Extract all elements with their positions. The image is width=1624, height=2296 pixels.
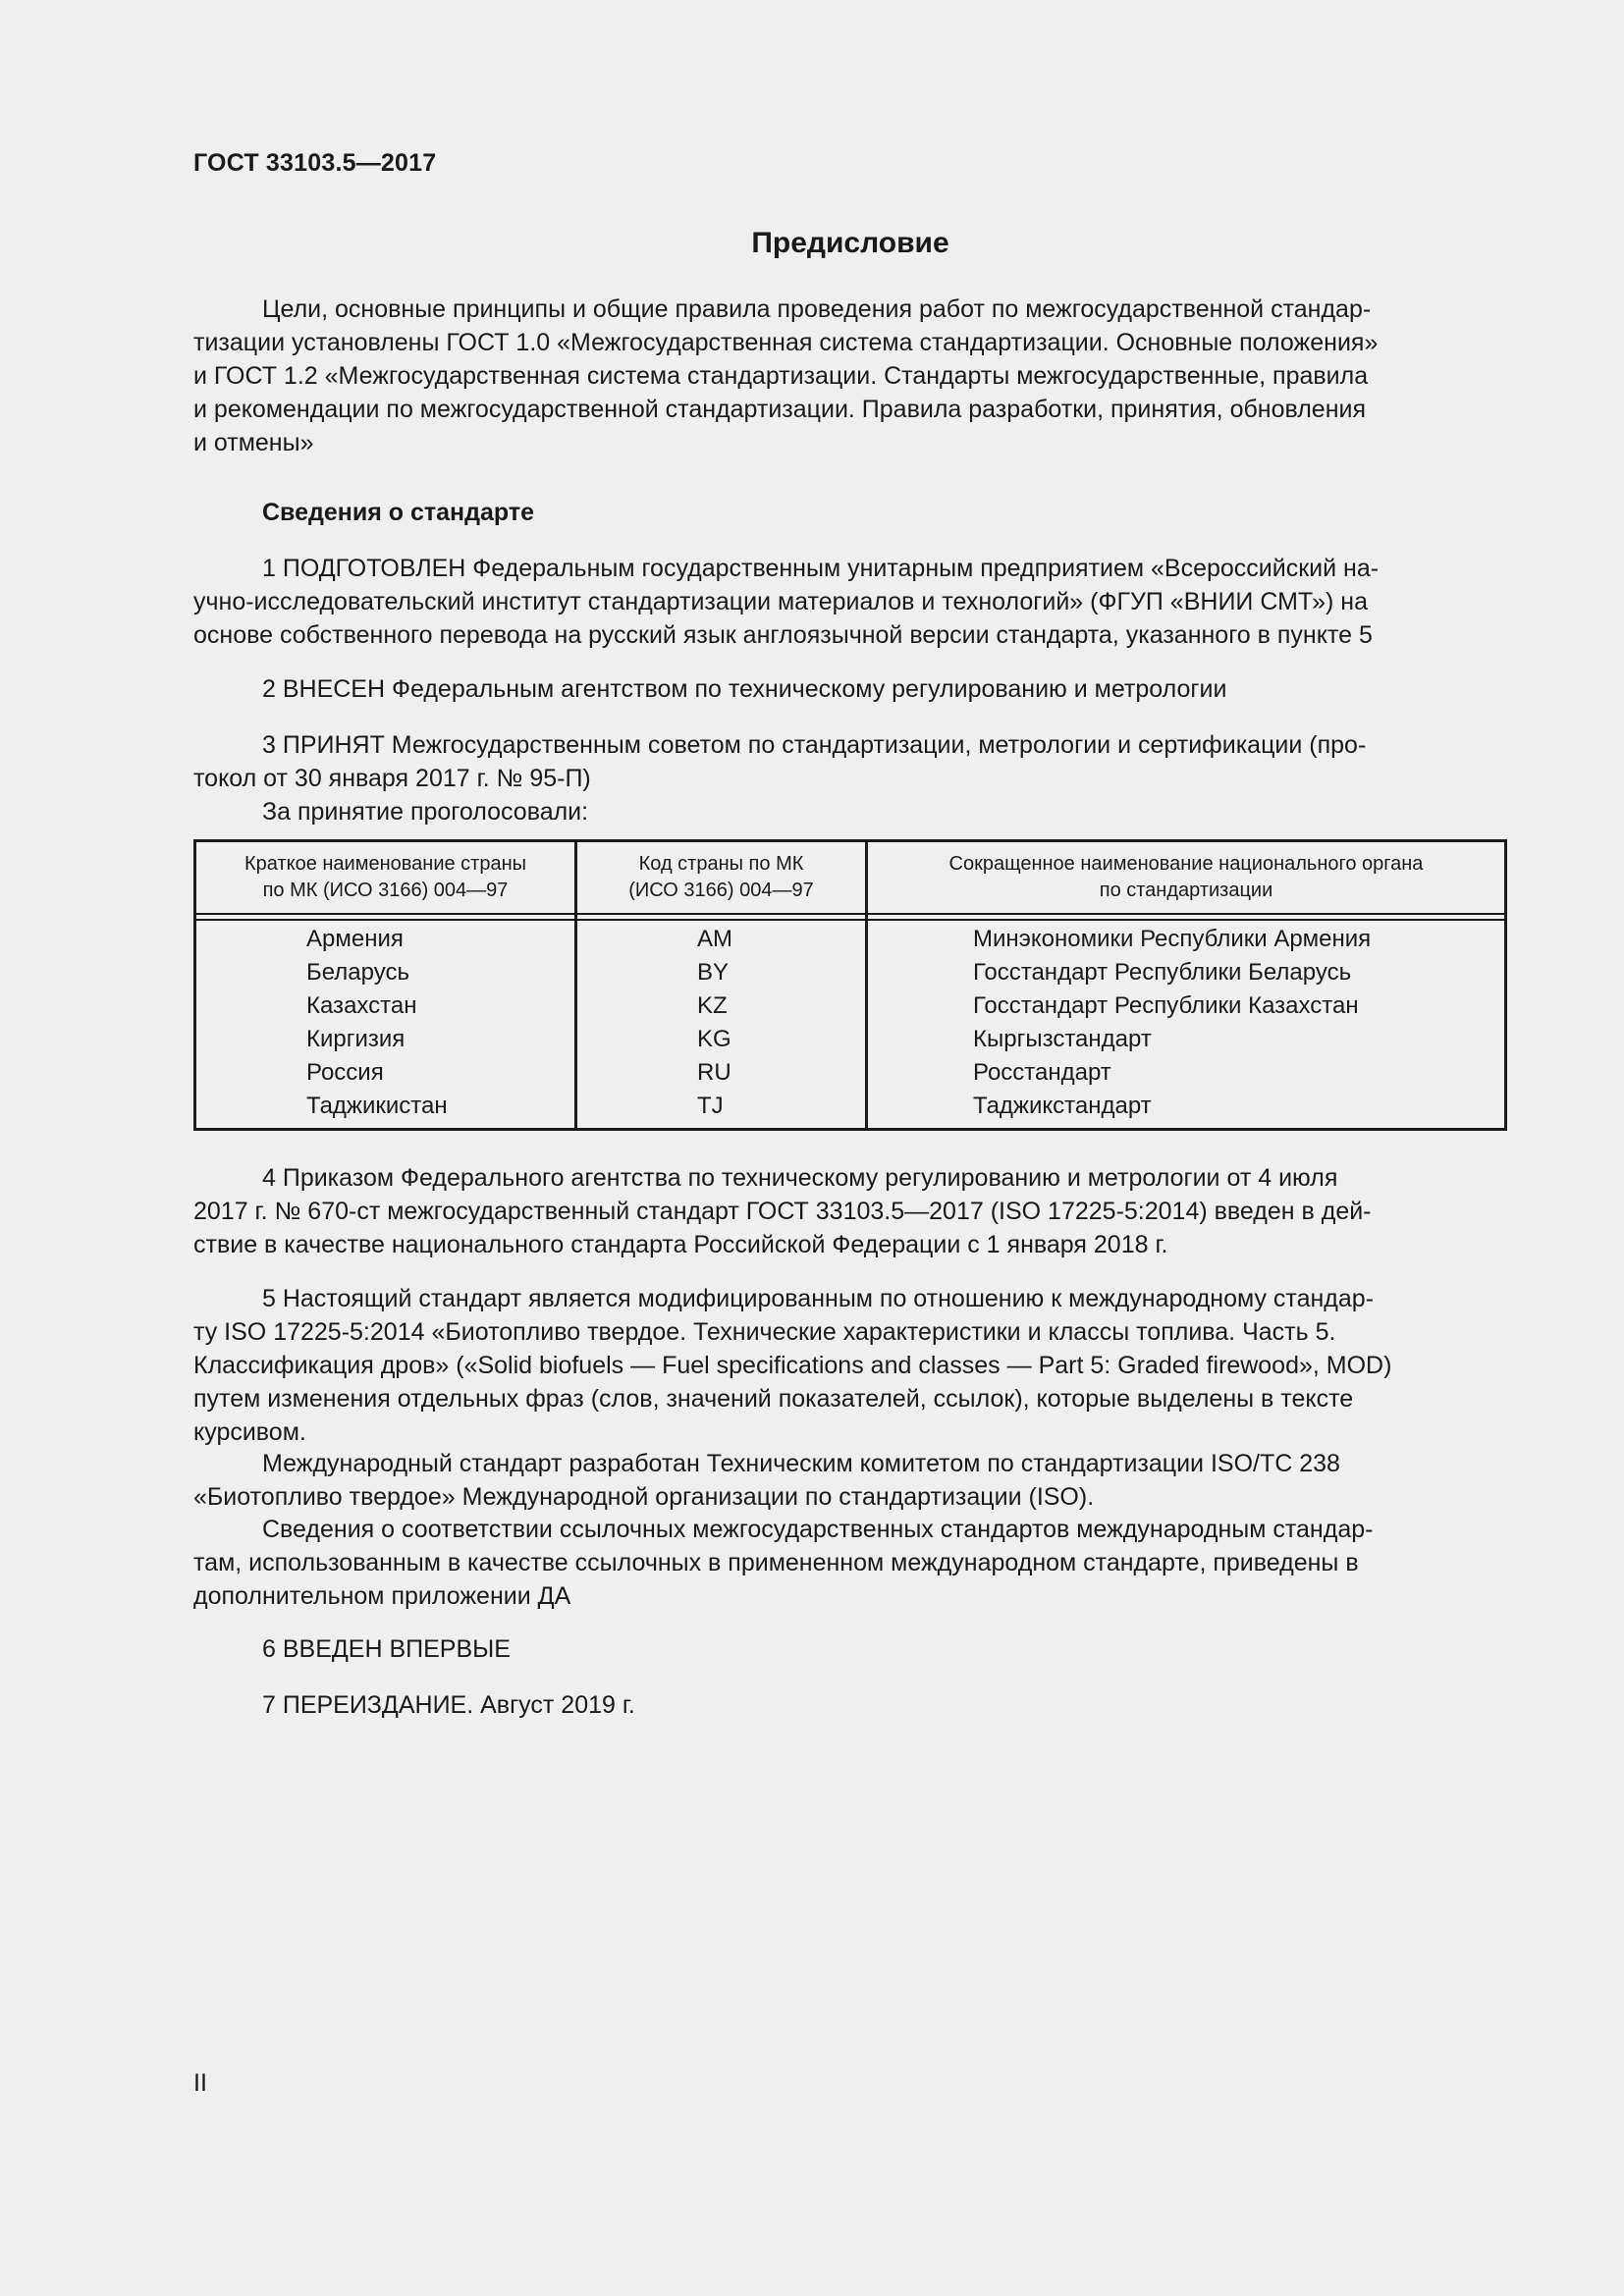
text-line: 3 ПРИНЯТ Межгосударственным советом по стандартизации, метрологии и сертификации (про-: [262, 731, 1367, 759]
text-line: путем изменения отдельных фраз (слов, значений показателей, ссылок), которые выделены в тексте: [193, 1385, 1354, 1413]
text-line: 2017 г. № 670-ст межгосударственный стандарт ГОСТ 33103.5—2017 (ISO 17225-5:2014) введен в дей-: [193, 1198, 1372, 1225]
text-line: ту ISO 17225-5:2014 «Биотопливо твердое. Технические характеристики и классы топлива. Часть 5.: [193, 1318, 1336, 1346]
text-line: токол от 30 января 2017 г. № 95-П): [193, 765, 591, 792]
header-line: (ИСО 3166) 004—97: [628, 880, 814, 901]
voted-label: За принятие проголосовали:: [262, 798, 589, 826]
text-line: основе собственного перевода на русский язык англоязычной версии стандарта, указанного в пункте 5: [193, 621, 1373, 649]
item-5-international: [193, 1447, 1507, 1514]
code-cell: RU: [697, 1059, 731, 1086]
intro-paragraph: [193, 293, 1507, 459]
text-line: ствие в качестве национального стандарта Российской Федерации с 1 января 2018 г.: [193, 1231, 1168, 1258]
body-cell: Таджикстандарт: [973, 1093, 1152, 1119]
code-cell: BY: [697, 959, 730, 986]
header-line: Краткое наименование страны: [244, 853, 527, 875]
text-line: и рекомендации по межгосударственной стандартизации. Правила разработки, принятия, обновления: [193, 396, 1367, 423]
body-cell: Минэкономики Республики Армения: [973, 926, 1372, 952]
text-line: Цели, основные принципы и общие правила проведения работ по межгосударственной стандар-: [262, 295, 1372, 323]
country-cell: Киргизия: [306, 1026, 406, 1052]
code-cell: KG: [697, 1026, 731, 1052]
text-line: 1 ПОДГОТОВЛЕН Федеральным государственным унитарным предприятием «Всероссийский на-: [262, 555, 1380, 582]
item-4: [193, 1161, 1507, 1261]
document-header: ГОСТ 33103.5—2017: [193, 149, 437, 177]
item-2: 2 ВНЕСЕН Федеральным агентством по техническому регулированию и метрологии: [262, 675, 1227, 703]
code-cell: KZ: [697, 992, 728, 1019]
item-5: [193, 1282, 1507, 1449]
text-line: 4 Приказом Федерального агентства по техническому регулированию и метрологии от 4 июля: [262, 1164, 1338, 1192]
country-cell: Таджикистан: [306, 1093, 448, 1119]
item-3: [193, 728, 1507, 795]
page-number: II: [193, 2069, 207, 2097]
code-cell: TJ: [697, 1093, 724, 1119]
table-header-body: [868, 851, 1504, 904]
body-cell: Кыргызстандарт: [973, 1026, 1152, 1052]
text-line: и отмены»: [193, 429, 314, 456]
text-line: «Биотопливо твердое» Международной организации по стандартизации (ISO).: [193, 1483, 1095, 1511]
text-line: и ГОСТ 1.2 «Межгосударственная система стандартизации. Стандарты межгосударственные, правила: [193, 362, 1369, 390]
countries-table: [193, 839, 1507, 1131]
section-heading: Сведения о стандарте: [262, 499, 535, 526]
header-line: Код страны по МК: [638, 853, 804, 875]
item-7: 7 ПЕРЕИЗДАНИЕ. Август 2019 г.: [262, 1691, 635, 1719]
text-line: там, использованным в качестве ссылочных в примененном международном стандарте, приведены в: [193, 1549, 1359, 1576]
header-line: по стандартизации: [1099, 880, 1273, 901]
page-title: Предисловие: [751, 227, 949, 259]
item-6: 6 ВВЕДЕН ВПЕРВЫЕ: [262, 1635, 511, 1663]
body-cell: Госстандарт Республики Беларусь: [973, 959, 1352, 986]
text-line: Сведения о соответствии ссылочных межгосударственных стандартов международным стандар-: [262, 1516, 1374, 1543]
country-cell: Казахстан: [306, 992, 417, 1019]
text-line: Классификация дров» («Solid biofuels — Fuel specifications and classes — Part 5: Graded firewood», MOD): [193, 1352, 1392, 1379]
text-line: учно-исследовательский институт стандартизации материалов и технологий» (ФГУП «ВНИИ СМТ») на: [193, 588, 1368, 615]
header-line: Сокращенное наименование национального органа: [948, 853, 1424, 875]
document-page: [193, 0, 1507, 2296]
table-header-country: [196, 851, 574, 904]
table-header-rule: [196, 913, 1504, 915]
text-line: 5 Настоящий стандарт является модифицированным по отношению к международному стандар-: [262, 1285, 1375, 1312]
country-cell: Россия: [306, 1059, 384, 1086]
text-line: курсивом.: [193, 1418, 306, 1446]
country-cell: Беларусь: [306, 959, 409, 986]
text-line: Международный стандарт разработан Техническим комитетом по стандартизации ISO/TC 238: [262, 1450, 1340, 1477]
body-cell: Росстандарт: [973, 1059, 1111, 1086]
table-header-code: [577, 851, 865, 904]
item-5-references: [193, 1513, 1507, 1613]
table-header-rule: [196, 919, 1504, 921]
text-line: дополнительном приложении ДА: [193, 1582, 571, 1610]
text-line: тизации установлены ГОСТ 1.0 «Межгосударственная система стандартизации. Основные положения»: [193, 329, 1379, 356]
item-1: [193, 552, 1507, 652]
code-cell: AM: [697, 926, 732, 952]
header-line: по МК (ИСО 3166) 004—97: [262, 880, 509, 901]
country-cell: Армения: [306, 926, 404, 952]
body-cell: Госстандарт Республики Казахстан: [973, 992, 1359, 1019]
